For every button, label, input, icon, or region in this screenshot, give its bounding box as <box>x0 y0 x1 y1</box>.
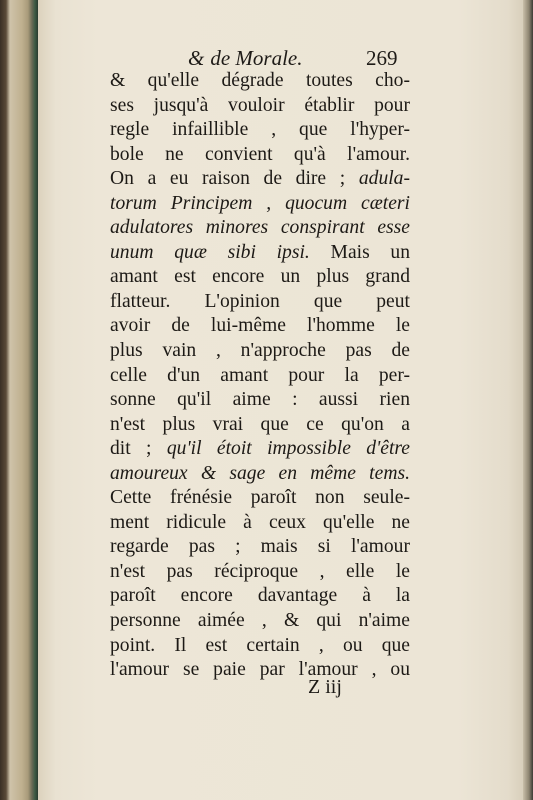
text-line-main: torum Principem , quocum cæteri <box>110 192 410 214</box>
text-line-main: l'amour se paie par l'amour , ou <box>110 659 410 681</box>
text-line <box>110 314 410 339</box>
text-line-main: personne aimée , & qui n'aime <box>110 610 410 632</box>
text-line <box>110 511 410 536</box>
header-ornament: & <box>188 46 205 70</box>
text-line <box>110 634 410 659</box>
text-line-main: unum quæ sibi ipsi. <box>110 241 310 263</box>
text-line <box>110 241 410 266</box>
text-line <box>110 143 410 168</box>
text-line <box>110 94 410 119</box>
text-line <box>110 192 410 217</box>
text-line-main: amoureux & sage en même tems. <box>110 462 410 484</box>
text-line-main: avoir de lui-même l'homme le <box>110 315 410 337</box>
text-line <box>110 339 410 364</box>
text-line-main: flatteur. L'opinion que peut <box>110 290 410 312</box>
text-line <box>110 437 410 462</box>
text-line <box>110 535 410 560</box>
text-line-main: n'est pas réciproque , elle le <box>110 560 410 582</box>
text-line <box>110 560 410 585</box>
text-line <box>110 584 410 609</box>
signature-mark: Z iij <box>308 676 342 698</box>
text-line <box>110 413 410 438</box>
text-line-main: bole ne convient qu'à l'amour. <box>110 143 410 165</box>
text-line-main: ment ridicule à ceux qu'elle ne <box>110 511 410 533</box>
text-line-main: On a eu raison de dire ; <box>110 168 346 190</box>
text-line-main: adulatores minores conspirant esse <box>110 217 410 239</box>
text-line-italic-tail: qu'il étoit impossible d'être <box>151 438 410 460</box>
text-line-main: celle d'un amant pour la per- <box>110 364 410 386</box>
text-line <box>110 265 410 290</box>
page-number: 269 <box>366 46 398 70</box>
text-line-main: amant est encore un plus grand <box>110 266 410 288</box>
book-spine <box>0 0 38 800</box>
text-line-main: sonne qu'il aime : aussi rien <box>110 389 410 411</box>
body-text <box>110 69 410 683</box>
text-line-main: n'est plus vrai que ce qu'on a <box>110 413 410 435</box>
text-line-main: regarde pas ; mais si l'amour <box>110 536 410 558</box>
page-edge <box>523 0 533 800</box>
text-line-main: & qu'elle dégrade toutes cho- <box>110 70 410 91</box>
text-line <box>110 216 410 241</box>
text-line <box>110 462 410 487</box>
text-line <box>110 118 410 143</box>
text-line <box>110 364 410 389</box>
text-line <box>110 609 410 634</box>
text-line-main: regle infaillible , que l'hyper- <box>110 119 410 141</box>
text-line-roman-tail: Mais un <box>309 241 411 263</box>
text-line-main: Cette frénésie paroît non seule- <box>110 487 410 509</box>
text-line-main: dit ; <box>110 438 152 460</box>
text-line-main: plus vain , n'approche pas de <box>110 340 410 362</box>
text-line-italic-tail: adula- <box>345 168 411 190</box>
text-line-main: paroît encore davantage à la <box>110 585 410 607</box>
text-line <box>110 69 410 94</box>
text-line <box>110 388 410 413</box>
header-title: de Morale. <box>210 46 303 70</box>
text-line <box>110 290 410 315</box>
text-line-main: point. Il est certain , ou que <box>110 634 410 656</box>
text-line <box>110 167 410 192</box>
text-line <box>110 486 410 511</box>
text-line-main: ses jusqu'à vouloir établir pour <box>110 94 410 116</box>
